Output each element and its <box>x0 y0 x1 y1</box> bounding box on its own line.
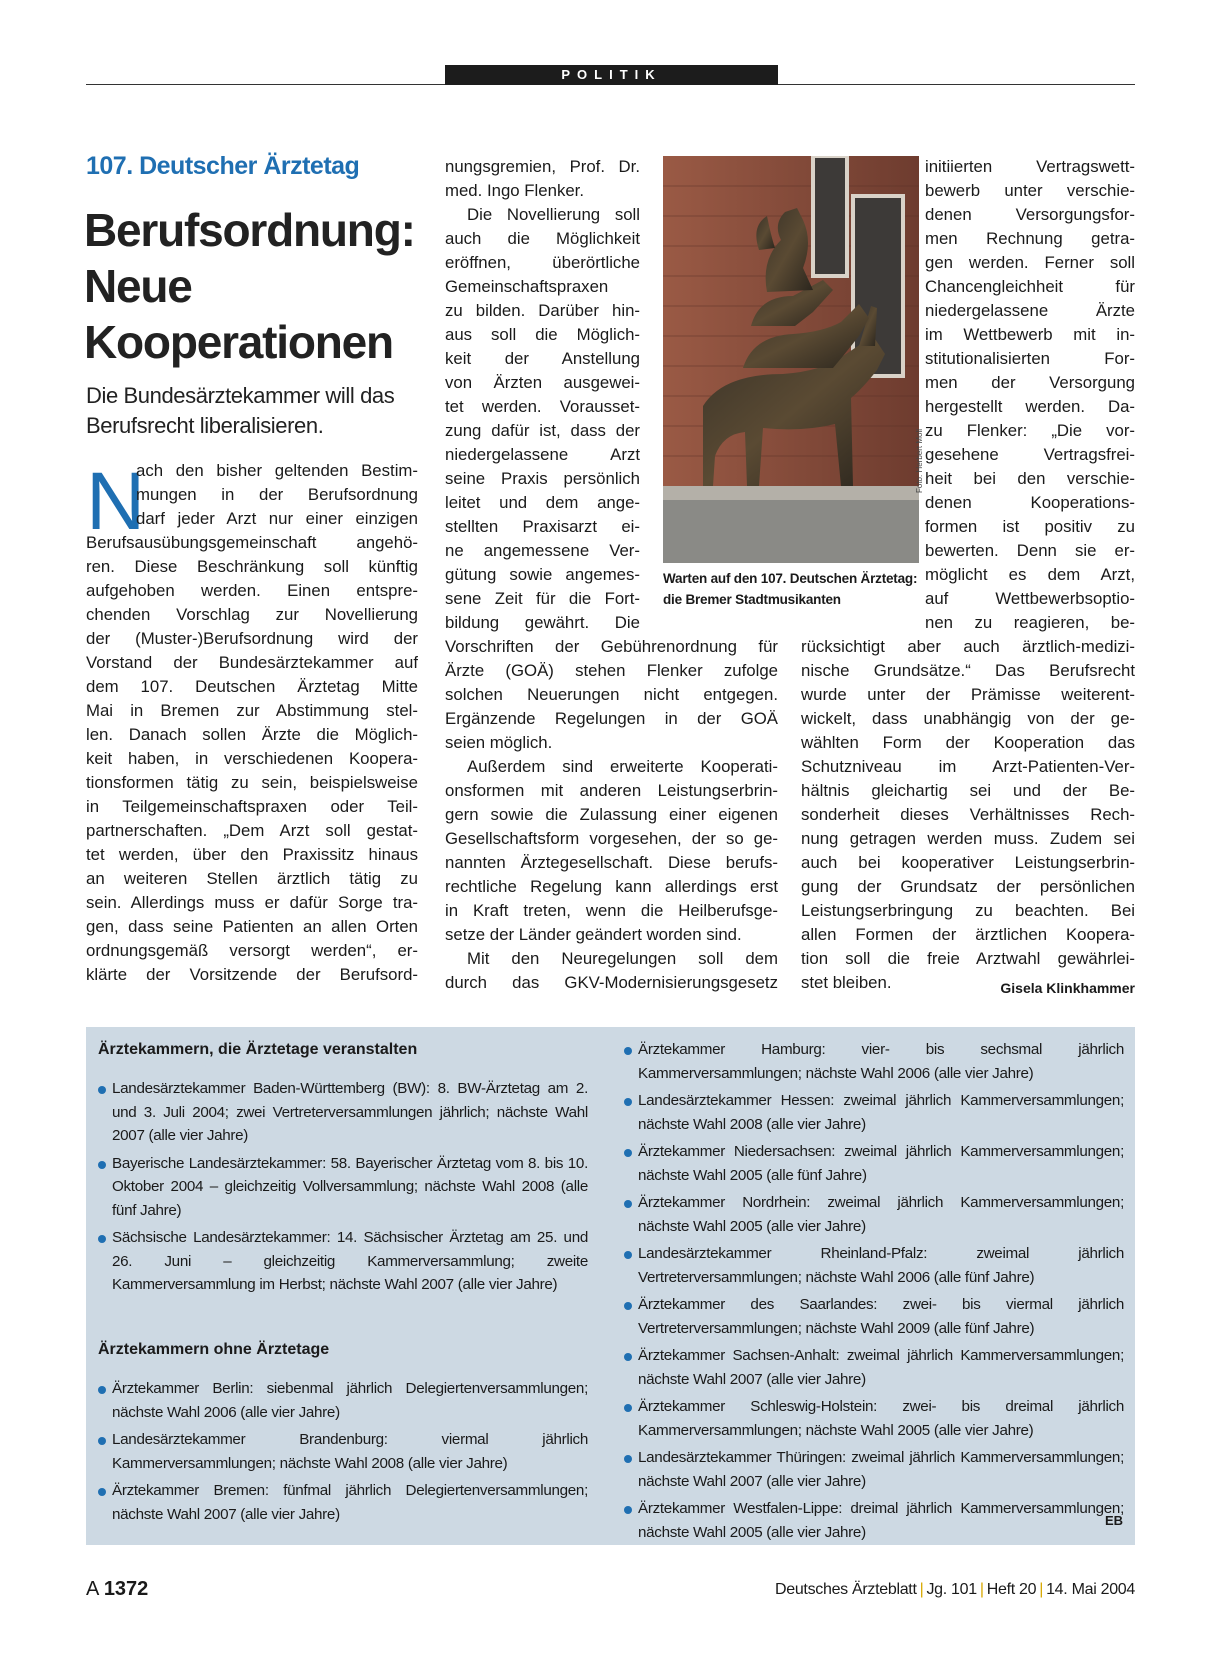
page-prefix: A <box>86 1578 99 1600</box>
text-line: sein. Allerdings muss er dafür Sorge tra- <box>86 893 418 912</box>
article-column-3 <box>925 155 1135 635</box>
text-line: zung dafür ist, dass der <box>445 421 640 440</box>
text-line: klärte der Vorsitzende der Berufsord- <box>86 965 418 984</box>
kicker: 107. Deutscher Ärztetag <box>86 152 360 180</box>
text-line: onsformen mit anderen Leistungserbrin- <box>445 781 778 800</box>
text-line: auch die Möglichkeit <box>445 229 640 248</box>
info-box-signature: EB <box>1104 1513 1123 1528</box>
text-line: der (Muster-)Berufsordnung wird der <box>86 629 418 648</box>
journal-volume: Jg. 101 <box>926 1581 977 1598</box>
text-line: sene Zeit für die Fort- <box>445 589 640 608</box>
list-item: Sächsische Landesärztekammer: 14. Sächsischer Ärztetag am 25. und 26. Juni – gleichzeitig Kammerversammlung; zweite Kammerversammlung im Herbst; nächste Wahl 2007 (alle vier Jahre) <box>98 1226 588 1297</box>
text-line: med. Ingo Flenker. <box>445 181 584 200</box>
text-line: Berufsausübungsgemeinschaft angehö- <box>86 533 418 552</box>
text-line: ordnungsgemäß versorgt werden“, er- <box>86 941 418 960</box>
text-line: zu bilden. Darüber hin- <box>445 301 640 320</box>
list-item: Ärztekammer Bremen: fünfmal jährlich Delegiertenversammlungen; nächste Wahl 2007 (alle vier Jahre) <box>98 1479 588 1526</box>
text-line: gen werden. Ferner soll <box>925 253 1135 272</box>
text-line: leitet und dem ange- <box>445 493 640 512</box>
text-line: in Teilgemeinschaftspraxen oder Teil- <box>86 797 418 816</box>
text-line: Mit den Neuregelungen soll dem <box>467 949 778 968</box>
headline-line: Neue <box>84 260 192 312</box>
text-line: stet bleiben. <box>801 973 892 992</box>
text-line: hergestellt werden. Da- <box>925 397 1135 416</box>
list-item: Landesärztekammer Rheinland-Pfalz: zweimal jährlich Vertreterversammlungen; nächste Wahl 2006 (alle fünf Jahre) <box>624 1242 1124 1289</box>
article-column-2-continued <box>445 635 778 995</box>
subline: Die Bundesärztekammer will das Berufsrecht liberalisieren. <box>86 383 395 438</box>
text-line: keit haben, in verschiedenen Koopera- <box>86 749 418 768</box>
headline-line: Kooperationen <box>84 316 393 368</box>
info-box <box>86 1027 1135 1545</box>
text-line: ach den bisher geltenden Bestim- <box>136 461 418 480</box>
text-line: tion soll die freie Arztwahl gewährlei- <box>801 949 1135 968</box>
journal-info <box>775 1581 1135 1599</box>
text-line: rechtliche Regelung kann allerdings erst <box>445 877 778 896</box>
text-line: allen Formen der ärztlichen Koopera- <box>801 925 1135 944</box>
photo-bremer-stadtmusikanten <box>663 156 919 563</box>
list-item: Ärztekammer Hamburg: vier- bis sechsmal jährlich Kammerversammlungen; nächste Wahl 2006 (alle vier Jahre) <box>624 1038 1124 1085</box>
text-line: von Ärzten ausgewei- <box>445 373 640 392</box>
text-line: ne angemessene Ver- <box>445 541 640 560</box>
text-line: möglicht es dem Arzt, <box>925 565 1135 584</box>
list-item: Ärztekammer Berlin: siebenmal jährlich Delegiertenversammlungen; nächste Wahl 2006 (alle vier Jahre) <box>98 1377 588 1424</box>
text-line: Die Novellierung soll <box>467 205 640 224</box>
text-line: wickelt, dass unabhängig von der ge- <box>801 709 1135 728</box>
text-line: Vorstand der Bundesärztekammer auf <box>86 653 418 672</box>
article-column-2 <box>445 155 640 635</box>
headline-line: Berufsordnung: <box>84 204 415 256</box>
text-line: Ergänzende Regelungen in der GOÄ <box>445 709 778 728</box>
article-column-1 <box>86 456 418 987</box>
text-line: heit bei den verschie- <box>925 469 1135 488</box>
section-label: POLITIK <box>445 65 778 85</box>
text-line: nen zu reagieren, be- <box>925 613 1135 632</box>
journal-date: 14. Mai 2004 <box>1046 1581 1135 1598</box>
text-line: initiierten Vertragswett- <box>925 157 1135 176</box>
text-line: seine Praxis persönlich <box>445 469 640 488</box>
list-item: Ärztekammer Schleswig-Holstein: zwei- bis dreimal jährlich Kammerversammlungen; nächste Wahl 2005 (alle vier Jahre) <box>624 1395 1124 1442</box>
list-item: Ärztekammer des Saarlandes: zwei- bis viermal jährlich Vertreterversammlungen; nächste Wahl 2009 (alle fünf Jahre) <box>624 1293 1124 1340</box>
text-line: Leistungserbringung zu beachten. Bei <box>801 901 1135 920</box>
text-line: durch das GKV-Modernisierungsgesetz <box>445 973 778 992</box>
text-line: chenden Vorschlag zur Novellierung <box>86 605 418 624</box>
info-list-2 <box>98 1377 588 1530</box>
text-line: Gesellschaftsform vorgesehen, der so ge- <box>445 829 778 848</box>
text-line: setze der Länder geändert worden sind. <box>445 925 742 944</box>
text-line: bewerb unter verschie- <box>925 181 1135 200</box>
text-line: men Rechnung getra- <box>925 229 1135 248</box>
text-line: niedergelassene Ärzte <box>925 301 1135 320</box>
separator: | <box>1039 1581 1044 1598</box>
list-item: Landesärztekammer Brandenburg: viermal jährlich Kammerversammlungen; nächste Wahl 2008 (alle vier Jahre) <box>98 1428 588 1475</box>
list-item: Ärztekammer Nordrhein: zweimal jährlich Kammerversammlungen; nächste Wahl 2005 (alle vier Jahre) <box>624 1191 1124 1238</box>
text-line: wählten Form der Kooperation das <box>801 733 1135 752</box>
journal-name: Deutsches Ärzteblatt <box>774 1581 917 1598</box>
text-line: bildung gewährt. Die <box>445 613 640 632</box>
text-line: seien möglich. <box>445 733 553 752</box>
text-line: nische Grundsätze.“ Das Berufsrecht <box>801 661 1135 680</box>
text-line: darf jeder Arzt nur einer einzigen <box>136 509 418 528</box>
text-line: Chancengleichheit für <box>925 277 1135 296</box>
list-item: Ärztekammer Niedersachsen: zweimal jährlich Kammerversammlungen; nächste Wahl 2005 (alle fünf Jahre) <box>624 1140 1124 1187</box>
text-line: Gemeinschaftspraxen <box>445 277 609 296</box>
photo-caption: Warten auf den 107. Deutschen Ärztetag: die Bremer Stadtmusikanten <box>663 571 918 607</box>
text-line: ren. Diese Beschränkung soll künftig <box>86 557 418 576</box>
text-line: aufgehoben werden. Einen entspre- <box>86 581 418 600</box>
info-box-heading-1: Ärztekammern, die Ärztetage veranstalten <box>98 1041 418 1058</box>
text-line: sonderheit dieses Verhältnisses Rech- <box>801 805 1135 824</box>
text-line: rücksichtigt aber auch ärztlich-medizi- <box>801 637 1135 656</box>
text-line: Mai in Bremen zur Abstimmung stel- <box>86 701 418 720</box>
info-list-3 <box>624 1038 1124 1548</box>
text-line: Außerdem sind erweiterte Kooperati- <box>467 757 778 776</box>
text-line: Ärzte (GOÄ) stehen Flenker zufolge <box>445 661 778 680</box>
text-line: in Kraft treten, wenn die Heilberufsge- <box>445 901 778 920</box>
text-line: tet werden. Vorausset- <box>445 397 640 416</box>
text-line: formen ist positiv zu <box>925 517 1135 536</box>
text-line: an weiteren Stellen ärztlich tätig zu <box>86 869 418 888</box>
photo-credit: Foto: Herbert Moll <box>915 428 924 493</box>
text-line: gütung sowie angemes- <box>445 565 640 584</box>
text-line: gern sowie die Zulassung einer eigenen <box>445 805 778 824</box>
headline <box>84 202 434 370</box>
text-line: wurde unter der Prämisse weiterent- <box>801 685 1135 704</box>
text-line: nungsgremien, Prof. Dr. <box>445 157 640 176</box>
text-line: nung getragen werden muss. Zudem sei <box>801 829 1135 848</box>
page-number-value: 1372 <box>103 1578 149 1600</box>
text-line: gesehene Vertragsfrei- <box>925 445 1135 464</box>
text-line: denen Kooperations- <box>925 493 1135 512</box>
text-line: men der Versorgung <box>925 373 1135 392</box>
list-item: Landesärztekammer Baden-Württemberg (BW): 8. BW-Ärztetag am 2. und 3. Juli 2004; zwei Vertreterversammlungen jährlich; nächste Wahl 2007 (alle vier Jahre) <box>98 1077 588 1148</box>
separator: | <box>979 1581 984 1598</box>
text-line: auf Wettbewerbsoptio- <box>925 589 1135 608</box>
text-line: aus soll die Möglich- <box>445 325 640 344</box>
drop-cap: N <box>86 456 146 547</box>
author: Gisela Klinkhammer <box>1000 980 1135 996</box>
text-line: im Wettbewerb mit in- <box>925 325 1135 344</box>
statue-image <box>663 156 919 563</box>
text-line: hältnis gleichartig sei und der Be- <box>801 781 1135 800</box>
text-line: keit der Anstellung <box>445 349 640 368</box>
text-line: solchen Neuerungen nicht entgegen. <box>445 685 778 704</box>
text-line: bewerten. Denn sie er- <box>925 541 1135 560</box>
list-item: Landesärztekammer Hessen: zweimal jährlich Kammerversammlungen; nächste Wahl 2008 (alle vier Jahre) <box>624 1089 1124 1136</box>
list-item: Ärztekammer Sachsen-Anhalt: zweimal jährlich Kammerversammlungen; nächste Wahl 2007 (alle vier Jahre) <box>624 1344 1124 1391</box>
text-line: Schutzniveau im Arzt-Patienten-Ver- <box>801 757 1135 776</box>
list-item: Ärztekammer Westfalen-Lippe: dreimal jährlich Kammerversammlungen; nächste Wahl 2005 (alle vier Jahre) <box>624 1497 1124 1544</box>
text-line: stitutionalisierten For- <box>925 349 1135 368</box>
text-line: dem 107. Deutschen Ärztetag Mitte <box>86 677 418 696</box>
text-line: eröffnen, überörtliche <box>445 253 640 272</box>
page-number <box>86 1578 148 1601</box>
text-line: auch bei kooperativer Leistungserbrin- <box>801 853 1135 872</box>
text-line: gung der Grundsatz der persönlichen <box>801 877 1135 896</box>
text-line: stellten Praxisarzt ei- <box>445 517 640 536</box>
text-line: niedergelassene Arzt <box>445 445 640 464</box>
info-box-heading-2: Ärztekammern ohne Ärztetage <box>98 1341 330 1358</box>
separator: | <box>919 1581 924 1598</box>
text-line: partnerschaften. „Dem Arzt soll gestat- <box>86 821 418 840</box>
text-line: zu Flenker: „Die vor- <box>925 421 1135 440</box>
text-line: denen Versorgungsfor- <box>925 205 1135 224</box>
text-line: len. Danach sollen Ärzte die Möglich- <box>86 725 418 744</box>
list-item: Landesärztekammer Thüringen: zweimal jährlich Kammerversammlungen; nächste Wahl 2007 (alle vier Jahre) <box>624 1446 1124 1493</box>
journal-issue: Heft 20 <box>986 1581 1037 1598</box>
text-line: tionsformen tätig zu sein, beispielsweise <box>86 773 418 792</box>
text-line: mungen in der Berufsordnung <box>136 485 418 504</box>
info-list-1 <box>98 1077 588 1301</box>
text-line: tet werden, über den Praxissitz hinaus <box>86 845 418 864</box>
article-column-3-continued <box>801 635 1135 995</box>
text-line: nannten Ärztegesellschaft. Diese berufs- <box>445 853 778 872</box>
text-line: gen, dass seine Patienten an allen Orten <box>86 917 418 936</box>
text-line: Vorschriften der Gebührenordnung für <box>445 637 778 656</box>
list-item: Bayerische Landesärztekammer: 58. Bayerischer Ärztetag vom 8. bis 10. Oktober 2004 – gleichzeitig Vollversammlung; nächste Wahl 2008 (alle fünf Jahre) <box>98 1152 588 1223</box>
